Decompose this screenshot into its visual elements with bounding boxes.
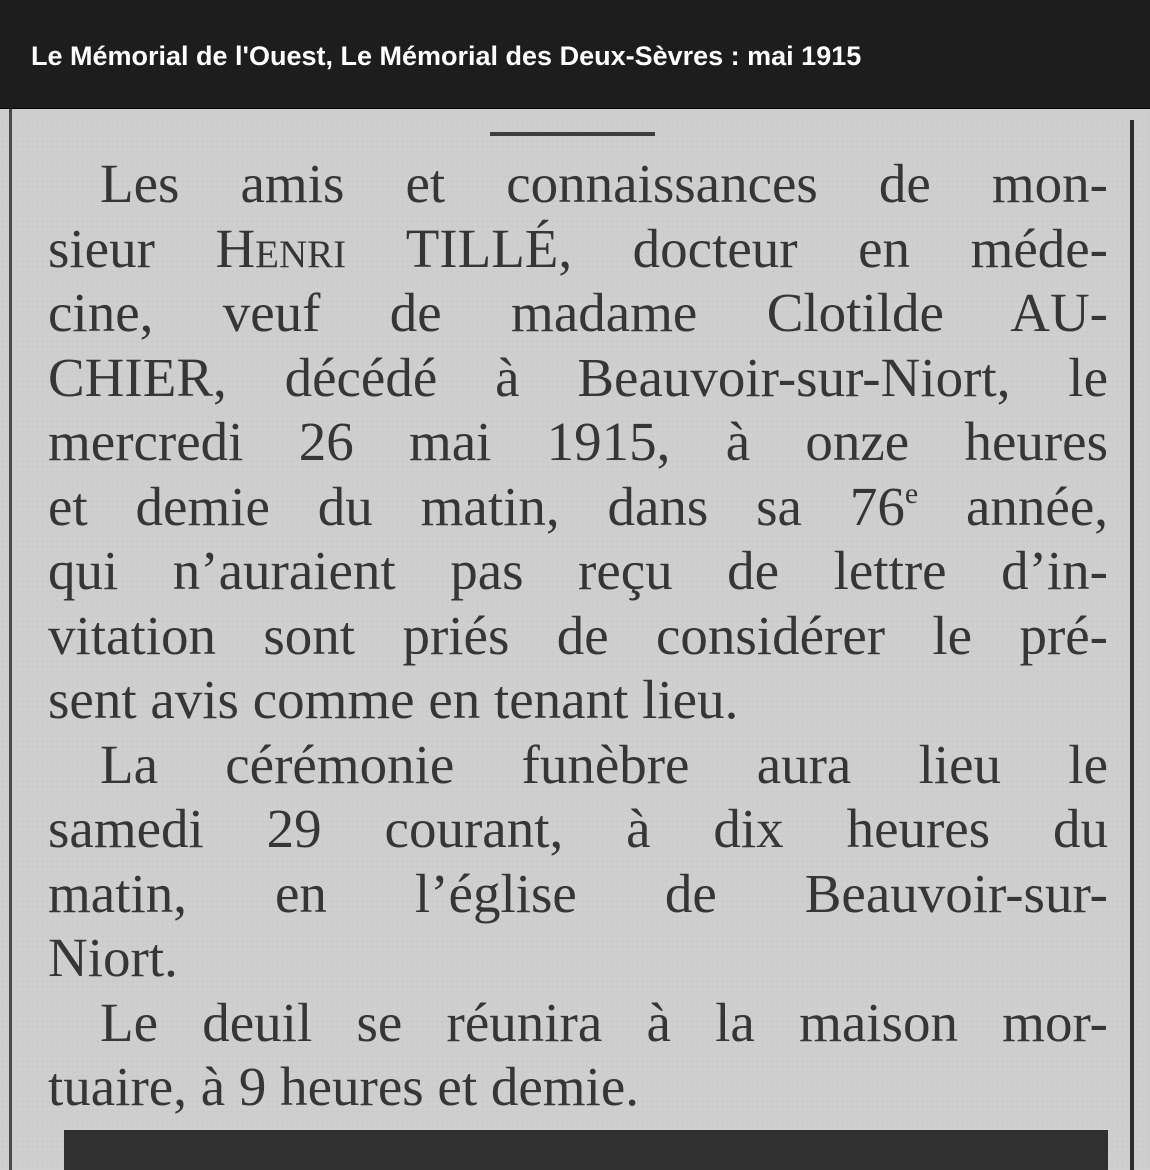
- column-rule-right: [1130, 120, 1134, 1170]
- text-line: Les amis et connaissances de mon-: [100, 153, 1108, 214]
- text-line: Le deuil se réunira à la maison mor-: [100, 991, 1108, 1053]
- obituary-notice: [48, 152, 1108, 1120]
- text-line: cine, veuf de madame Clotilde AU-: [48, 282, 1108, 343]
- text-line: samedi 29 courant, à dix heures du: [48, 798, 1108, 859]
- window-header: [0, 0, 1150, 109]
- text-run: année,: [918, 475, 1108, 537]
- text-line: mercredi 26 mai 1915, à onze heures: [48, 411, 1108, 472]
- text-line: [48, 475, 1108, 540]
- document-title: Le Mémorial de l'Ouest, Le Mémorial des Deux-Sèvres : mai 1915: [31, 41, 862, 71]
- column-rule-left: [9, 109, 12, 1170]
- text-line: sent avis comme en tenant lieu.: [48, 669, 739, 730]
- superscript: e: [904, 476, 919, 510]
- text-line: La cérémonie funèbre aura lieu le: [100, 733, 1108, 795]
- text-line: CHIER, décédé à Beauvoir-sur-Niort, le: [48, 346, 1108, 408]
- text-line: matin, en l’église de Beauvoir-sur-: [48, 862, 1108, 924]
- text-run-small-caps: Henri: [215, 217, 347, 279]
- text-line: tuaire, à 9 heures et demie.: [48, 1056, 639, 1117]
- text-run: et demie du matin, dans sa 76: [48, 475, 905, 537]
- newspaper-clipping: [0, 109, 1150, 1170]
- text-run: sieur: [48, 217, 216, 279]
- text-line: [48, 217, 1108, 282]
- next-article-border: [64, 1130, 1108, 1170]
- text-line: Niort.: [48, 927, 178, 988]
- article-separator: [490, 132, 655, 136]
- text-line: qui n’auraient pas reçu de lettre d’in-: [48, 540, 1108, 601]
- text-run: TILLÉ, docteur en méde-: [346, 217, 1108, 279]
- text-line: vitation sont priés de considérer le pré-: [48, 604, 1108, 666]
